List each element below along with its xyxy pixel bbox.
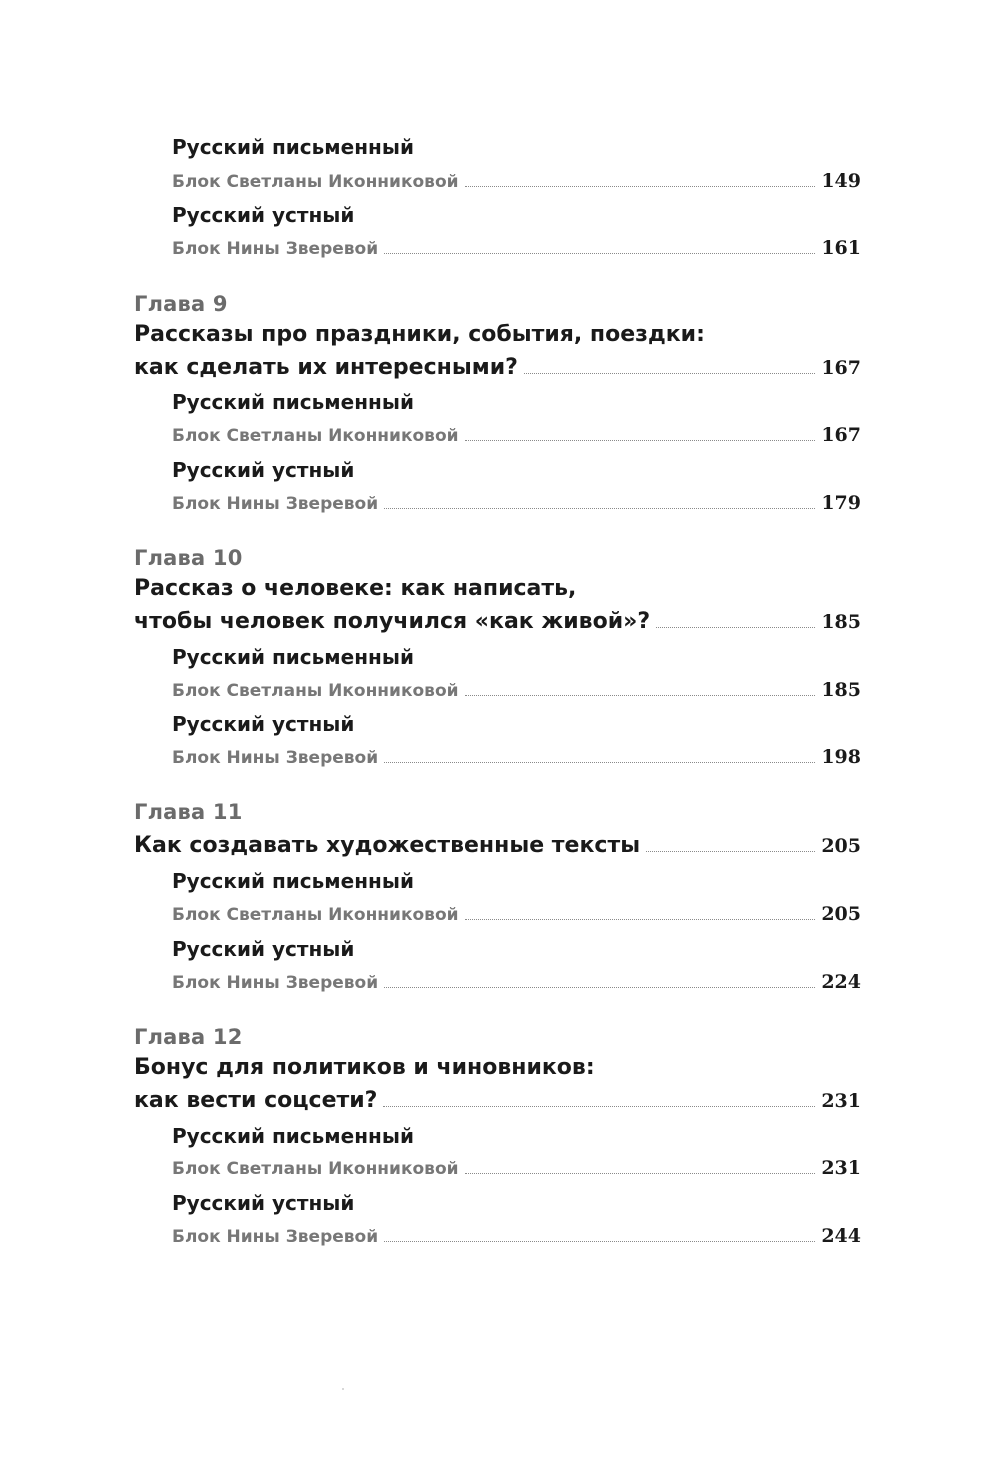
chapter-label: Глава 10 <box>134 546 243 570</box>
section-oral-title: Русский устный <box>172 203 355 227</box>
toc-entry-written[interactable] <box>172 679 861 701</box>
entry-author: Блок Светланы Иконниковой <box>172 905 459 925</box>
page-number: 185 <box>821 611 861 633</box>
dot-leader <box>465 694 816 696</box>
page-number: 205 <box>821 903 861 925</box>
toc-entry-chapter[interactable] <box>134 609 861 634</box>
page-number: 167 <box>821 424 861 446</box>
toc-entry-chapter[interactable] <box>134 1088 861 1113</box>
page-number: 205 <box>821 835 861 857</box>
chapter-title-line: Рассказы про праздники, события, поездки: <box>134 322 705 347</box>
dot-leader <box>465 185 816 187</box>
section-written-title: Русский письменный <box>172 869 414 893</box>
page-number: 198 <box>821 746 861 768</box>
dot-leader <box>384 1240 815 1242</box>
chapter-label: Глава 11 <box>134 800 243 824</box>
dot-leader <box>646 850 815 852</box>
page-number: 167 <box>821 357 861 379</box>
entry-author: Блок Нины Зверевой <box>172 239 379 259</box>
entry-author: Блок Светланы Иконниковой <box>172 172 459 192</box>
chapter-title-line: чтобы человек получился «как живой»? <box>134 609 651 634</box>
toc-entry-oral[interactable] <box>172 746 861 768</box>
dot-leader <box>384 986 815 988</box>
page-number: 244 <box>821 1225 861 1247</box>
dot-leader <box>656 626 815 628</box>
chapter-title-line: как сделать их интересными? <box>134 355 518 380</box>
page-number: 161 <box>821 237 861 259</box>
toc-entry-chapter[interactable] <box>134 833 861 858</box>
paper-speck <box>342 1388 344 1390</box>
section-oral-title: Русский устный <box>172 458 355 482</box>
toc-entry-written[interactable] <box>172 903 861 925</box>
toc-entry-written[interactable] <box>172 1157 861 1179</box>
chapter-title-line: Бонус для политиков и чиновников: <box>134 1055 595 1080</box>
section-oral-title: Русский устный <box>172 712 355 736</box>
page-number: 185 <box>821 679 861 701</box>
toc-entry-written[interactable] <box>172 170 861 192</box>
toc-entry-oral[interactable] <box>172 237 861 259</box>
toc-entry-oral[interactable] <box>172 492 861 514</box>
section-oral-title: Русский устный <box>172 1191 355 1215</box>
chapter-title-line: Как создавать художественные тексты <box>134 833 641 858</box>
chapter-title-line: как вести соцсети? <box>134 1088 378 1113</box>
page-number: 179 <box>821 492 861 514</box>
chapter-title-line: Рассказ о человеке: как написать, <box>134 576 577 601</box>
dot-leader <box>383 1105 815 1107</box>
chapter-label: Глава 12 <box>134 1025 243 1049</box>
entry-author: Блок Нины Зверевой <box>172 748 379 768</box>
section-written-title: Русский письменный <box>172 135 414 159</box>
section-oral-title: Русский устный <box>172 937 355 961</box>
entry-author: Блок Светланы Иконниковой <box>172 681 459 701</box>
dot-leader <box>384 761 815 763</box>
chapter-label: Глава 9 <box>134 292 228 316</box>
section-written-title: Русский письменный <box>172 1124 414 1148</box>
entry-author: Блок Светланы Иконниковой <box>172 426 459 446</box>
toc-entry-oral[interactable] <box>172 1225 861 1247</box>
dot-leader <box>465 918 816 920</box>
dot-leader <box>384 507 815 509</box>
toc-entry-written[interactable] <box>172 424 861 446</box>
entry-author: Блок Нины Зверевой <box>172 973 379 993</box>
section-written-title: Русский письменный <box>172 390 414 414</box>
page-number: 149 <box>821 170 861 192</box>
entry-author: Блок Нины Зверевой <box>172 494 379 514</box>
entry-author: Блок Нины Зверевой <box>172 1227 379 1247</box>
dot-leader <box>465 1172 816 1174</box>
page-number: 231 <box>821 1090 861 1112</box>
section-written-title: Русский письменный <box>172 645 414 669</box>
toc-entry-oral[interactable] <box>172 971 861 993</box>
dot-leader <box>465 439 816 441</box>
page-number: 224 <box>821 971 861 993</box>
entry-author: Блок Светланы Иконниковой <box>172 1159 459 1179</box>
page-number: 231 <box>821 1157 861 1179</box>
dot-leader <box>384 252 815 254</box>
dot-leader <box>524 372 815 374</box>
toc-entry-chapter[interactable] <box>134 355 861 380</box>
